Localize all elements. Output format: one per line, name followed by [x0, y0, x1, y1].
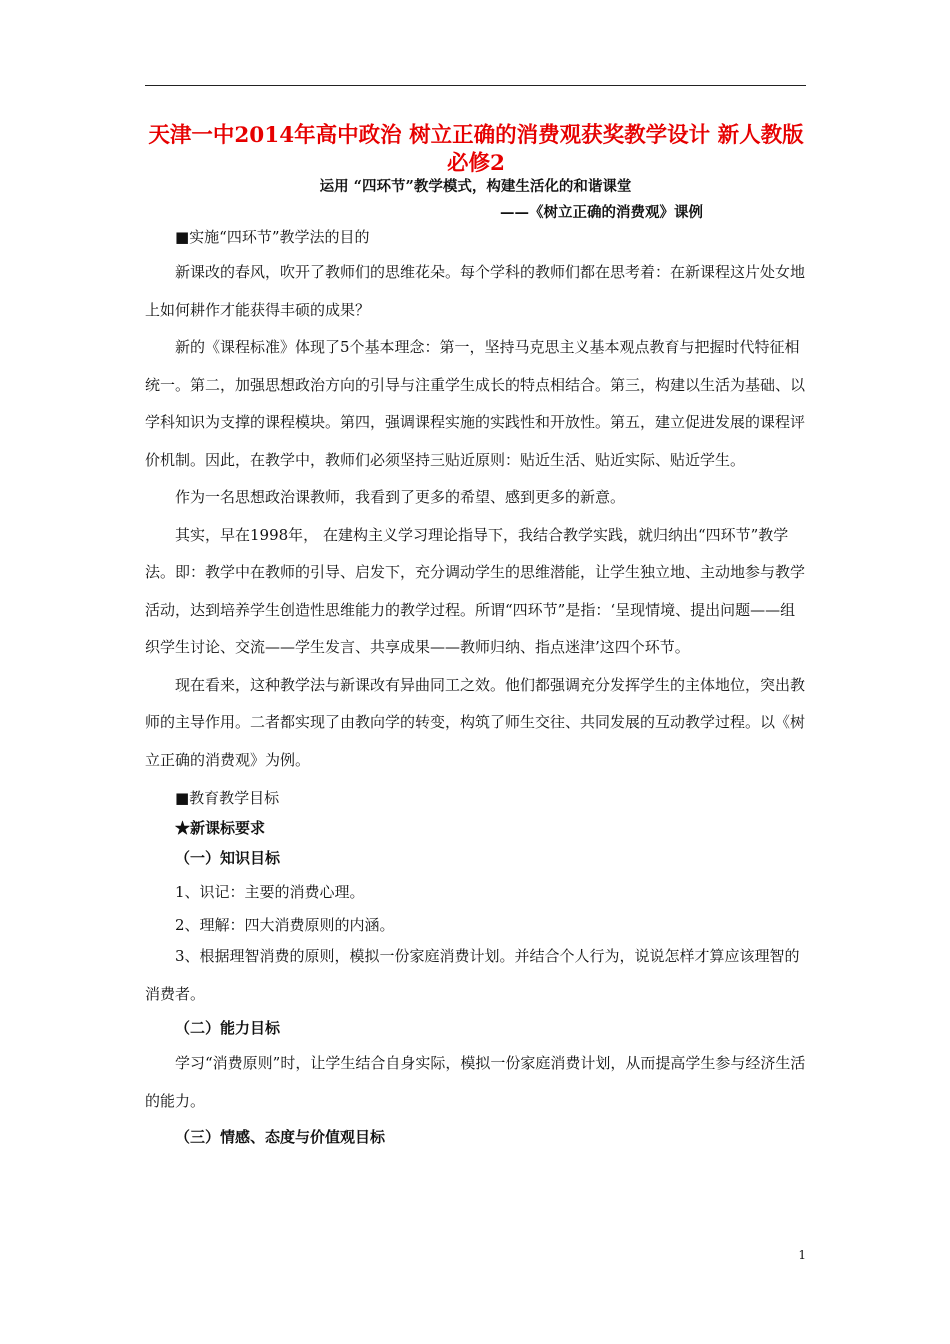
emotion-goal-heading: （三）情感、态度与价值观目标	[175, 1128, 386, 1146]
subtitle-example: ——《树立正确的消费观》课例	[500, 204, 703, 221]
paragraph-2: 新的《课程标准》体现了5个基本理念：第一，坚持马克思主义基本观点教育与把握时代特征相统一。第二，加强思想政治方向的引导与注重学生成长的特点相结合。第三，构建以生活为基础、以学科知识为支撑的课程模块。第四，强调课程实施的实践性和开放性。第五，建立促进发展的课程评价机制。因此，在教学中，教师们必须坚持三贴近原则：贴近生活、贴近实际、贴近学生。	[145, 338, 806, 469]
paragraph-4: 其实，早在1998年， 在建构主义学习理论指导下，我结合教学实践，就归纳出“四环节”教学法。即：教学中在教师的引导、启发下，充分调动学生的思维潜能，让学生独立地、主动地参与教学活动，达到培养学生创造性思维能力的教学过程。所谓“四环节”是指：‘呈现情境、提出问题——组织学生讨论、交流——学生发言、共享成果——教师归纳、指点迷津’这四个环节。	[145, 525, 806, 656]
knowledge-goal-heading: （一）知识目标	[175, 849, 281, 867]
ability-goal-heading: （二）能力目标	[175, 1019, 281, 1037]
paragraph-5: 现在看来，这种教学法与新课改有异曲同工之效。他们都强调充分发挥学生的主体地位，突出教师的主导作用。二者都实现了由教向学的转变，构筑了师生交往、共同发展的互动教学过程。以《树立正确的消费观》为例。	[145, 675, 806, 769]
knowledge-item-1: 1、识记：主要的消费心理。	[175, 883, 365, 901]
curriculum-requirement: ★新课标要求	[175, 819, 266, 837]
ability-paragraph: 学习“消费原则”时，让学生结合自身实际，模拟一份家庭消费计划，从而提高学生参与经济生活的能力。	[145, 1054, 806, 1110]
header-rule	[145, 85, 806, 86]
paragraph-1: 新课改的春风，吹开了教师们的思维花朵。每个学科的教师们都在思考着：在新课程这片处女地上如何耕作才能获得丰硕的成果？	[145, 263, 806, 319]
paragraph-3: 作为一名思想政治课教师，我看到了更多的希望、感到更多的新意。	[175, 488, 626, 506]
section-heading-purpose: ■实施“四环节”教学法的目的	[175, 228, 370, 246]
subtitle: 运用 “四环节”教学模式，构建生活化的和谐课堂	[319, 178, 632, 195]
knowledge-item-2: 2、理解：四大消费原则的内涵。	[175, 916, 395, 934]
knowledge-item-3: 3、根据理智消费的原则，模拟一份家庭消费计划。并结合个人行为，说说怎样才算应该理智的消费者。	[145, 947, 800, 1003]
document-title: 天津一中2014年高中政治 树立正确的消费观获奖教学设计 新人教版必修2	[148, 123, 804, 176]
document-body	[145, 222, 809, 1152]
page-number: 1	[798, 1248, 806, 1262]
section-heading-goals: ■教育教学目标	[175, 789, 280, 807]
